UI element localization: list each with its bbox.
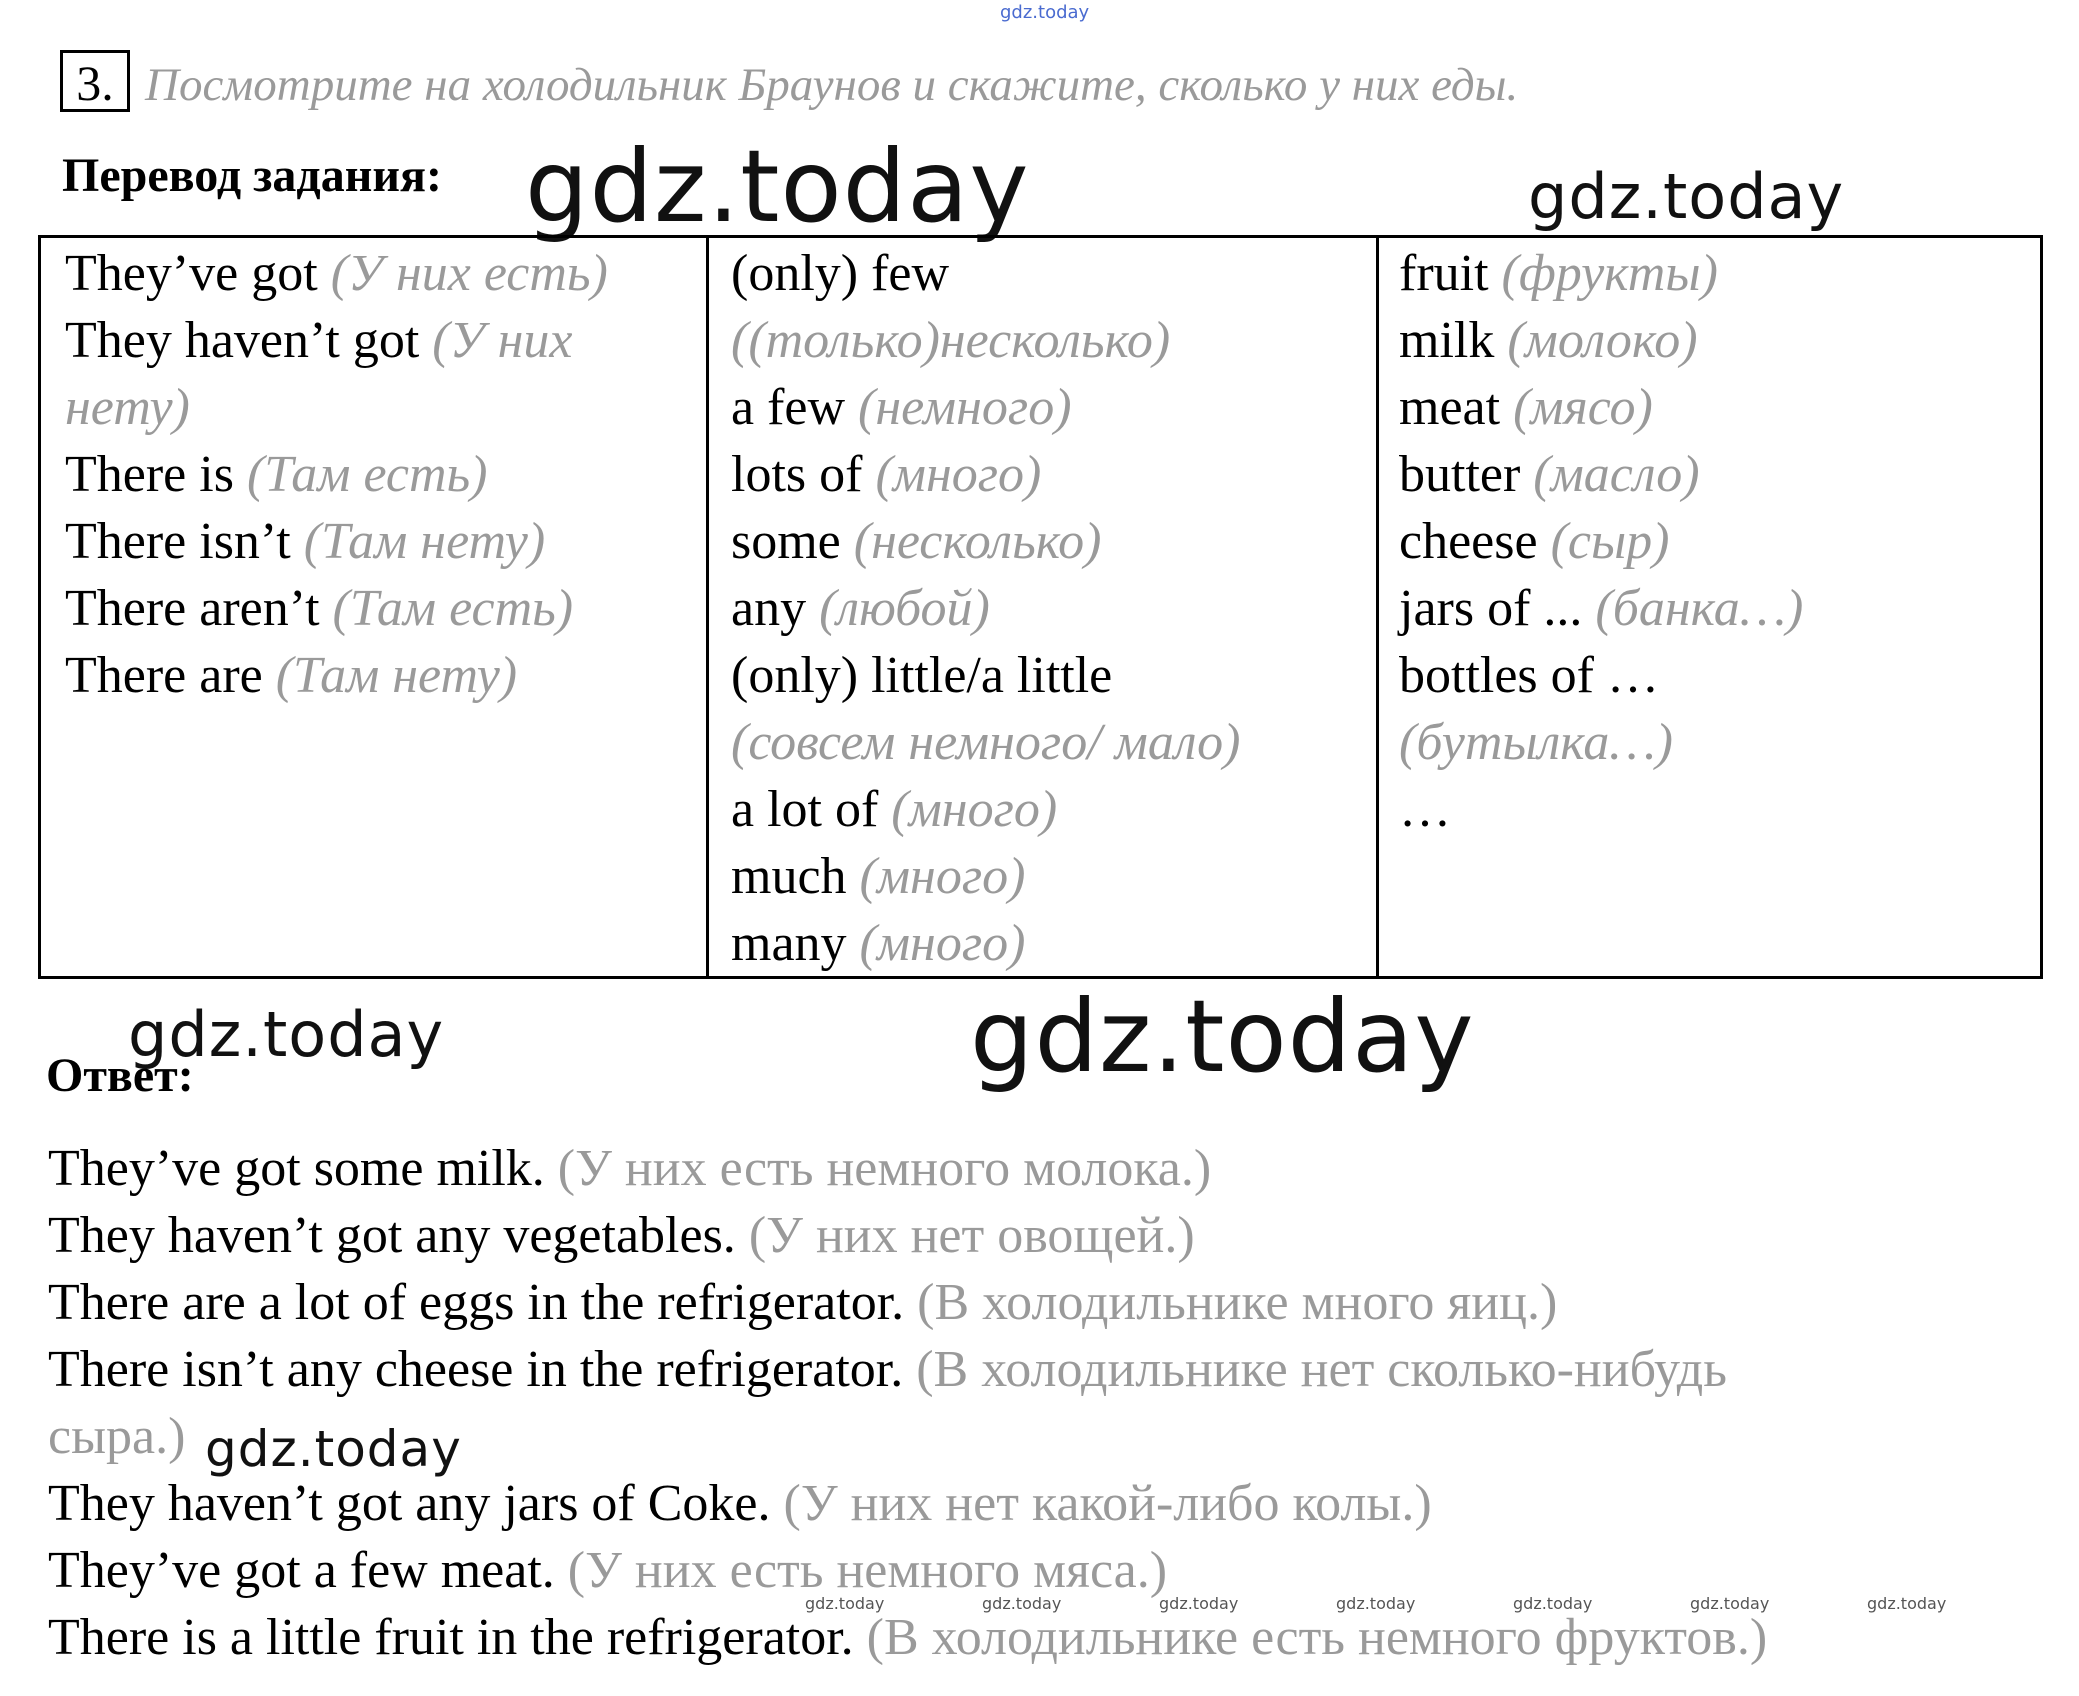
table-cell-line: There are (Там нету) — [65, 647, 518, 704]
answer-line: They haven’t got any jars of Coke. (У них нет какой-либо колы.) — [48, 1475, 1432, 1532]
watermark-tiny: gdz.today — [1159, 1594, 1239, 1613]
watermark-tiny: gdz.today — [1336, 1594, 1416, 1613]
table-cell-line: jars of ... (банка…) — [1399, 580, 1804, 637]
table-cell-line: bottles of … — [1399, 647, 1659, 704]
table-cell-line: (совсем немного/ мало) — [731, 714, 1241, 771]
table-cell-line: (бутылка…) — [1399, 714, 1673, 771]
watermark-mid: gdz.today — [205, 1420, 462, 1478]
translation-heading: Перевод задания: — [62, 149, 442, 202]
vocabulary-table — [38, 235, 2043, 979]
watermark-top: gdz.today — [1000, 2, 1090, 23]
table-cell-line: … — [1399, 781, 1451, 838]
answer-line: There is a little fruit in the refrigerator. (В холодильнике есть немного фруктов.) — [48, 1609, 1768, 1666]
table-cell-line: some (несколько) — [731, 513, 1102, 570]
watermark-left: gdz.today — [128, 998, 445, 1071]
table-cell-line: cheese (сыр) — [1399, 513, 1670, 570]
answer-line: There are a lot of eggs in the refrigerator. (В холодильнике много яиц.) — [48, 1274, 1558, 1331]
table-cell-line: (only) little/a little — [731, 647, 1113, 704]
table-cell-line: meat (мясо) — [1399, 379, 1653, 436]
table-column-2 — [709, 238, 1379, 976]
answer-heading: Ответ: — [46, 1049, 194, 1102]
watermark-large: gdz.today — [525, 128, 1030, 245]
table-cell-line: many (много) — [731, 915, 1026, 972]
watermark-tiny: gdz.today — [805, 1594, 885, 1613]
answer-line: They’ve got a few meat. (У них есть немного мяса.) — [48, 1542, 1168, 1599]
table-cell-line: milk (молоко) — [1399, 312, 1698, 369]
watermark-tiny: gdz.today — [1690, 1594, 1770, 1613]
table-cell-line: lots of (много) — [731, 446, 1042, 503]
answer-line: They’ve got some milk. (У них есть немного молока.) — [48, 1140, 1212, 1197]
table-cell-line: a lot of (много) — [731, 781, 1058, 838]
table-cell-line: ((только)несколько) — [731, 312, 1171, 369]
watermark-tiny: gdz.today — [1867, 1594, 1947, 1613]
watermark-tiny: gdz.today — [1513, 1594, 1593, 1613]
table-cell-line: They haven’t got (У них — [65, 312, 573, 369]
table-cell-line: There is (Там есть) — [65, 446, 488, 503]
table-column-1 — [41, 238, 709, 976]
watermark-right: gdz.today — [1528, 160, 1845, 233]
table-cell-line: a few (немного) — [731, 379, 1072, 436]
table-cell-line: They’ve got (У них есть) — [65, 245, 608, 302]
table-cell-line: any (любой) — [731, 580, 990, 637]
task-number: 3. — [60, 50, 130, 112]
table-cell-line: There aren’t (Там есть) — [65, 580, 574, 637]
watermark-tiny: gdz.today — [982, 1594, 1062, 1613]
table-cell-line: butter (масло) — [1399, 446, 1700, 503]
table-column-3 — [1379, 238, 2043, 976]
table-cell-line: fruit (фрукты) — [1399, 245, 1718, 302]
task-text: Посмотрите на холодильник Браунов и скажите, сколько у них еды. — [145, 59, 1519, 111]
table-cell-line: (only) few — [731, 245, 950, 302]
answer-line: There isn’t any cheese in the refrigerator. (В холодильнике нет сколько-нибудь — [48, 1341, 1727, 1398]
table-cell-line: much (много) — [731, 848, 1026, 905]
answer-line: сыра.) — [48, 1408, 186, 1465]
answer-line: They haven’t got any vegetables. (У них нет овощей.) — [48, 1207, 1195, 1264]
watermark-large-2: gdz.today — [970, 978, 1475, 1095]
table-cell-line: нету) — [65, 379, 190, 436]
table-cell-line: There isn’t (Там нету) — [65, 513, 546, 570]
